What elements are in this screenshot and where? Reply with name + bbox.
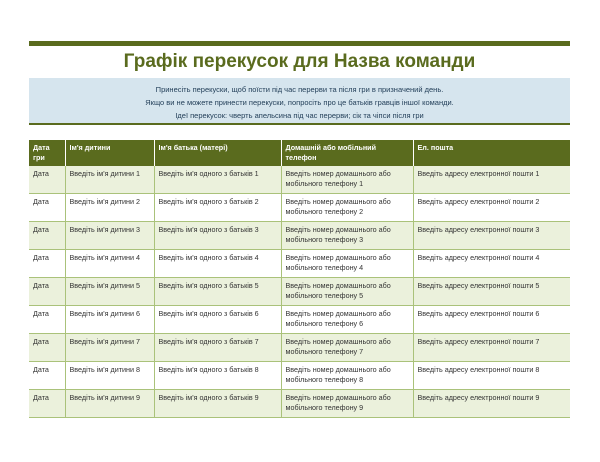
cell-email[interactable]: Введіть адресу електронної пошти 2	[413, 194, 570, 222]
table-row	[29, 334, 570, 362]
table-row	[29, 166, 570, 194]
cell-date[interactable]: Дата	[29, 362, 65, 390]
table-row	[29, 278, 570, 306]
cell-date[interactable]: Дата	[29, 222, 65, 250]
cell-phone[interactable]: Введіть номер домашнього або мобільного телефону 8	[281, 362, 413, 390]
cell-email[interactable]: Введіть адресу електронної пошти 9	[413, 390, 570, 418]
cell-child-name[interactable]: Введіть ім'я дитини 7	[65, 334, 154, 362]
cell-parent-name[interactable]: Введіть ім'я одного з батьків 7	[154, 334, 281, 362]
cell-parent-name[interactable]: Введіть ім'я одного з батьків 2	[154, 194, 281, 222]
table-row	[29, 306, 570, 334]
cell-email[interactable]: Введіть адресу електронної пошти 1	[413, 166, 570, 194]
table-row	[29, 362, 570, 390]
header-parent-name: Ім'я батька (матері)	[154, 140, 281, 166]
cell-phone[interactable]: Введіть номер домашнього або мобільного телефону 9	[281, 390, 413, 418]
cell-parent-name[interactable]: Введіть ім'я одного з батьків 3	[154, 222, 281, 250]
cell-child-name[interactable]: Введіть ім'я дитини 1	[65, 166, 154, 194]
cell-date[interactable]: Дата	[29, 306, 65, 334]
header-child-name: Ім'я дитини	[65, 140, 154, 166]
cell-child-name[interactable]: Введіть ім'я дитини 3	[65, 222, 154, 250]
cell-child-name[interactable]: Введіть ім'я дитини 8	[65, 362, 154, 390]
table-row	[29, 222, 570, 250]
cell-parent-name[interactable]: Введіть ім'я одного з батьків 6	[154, 306, 281, 334]
header-email: Ел. пошта	[413, 140, 570, 166]
cell-date[interactable]: Дата	[29, 194, 65, 222]
cell-email[interactable]: Введіть адресу електронної пошти 4	[413, 250, 570, 278]
cell-parent-name[interactable]: Введіть ім'я одного з батьків 9	[154, 390, 281, 418]
cell-parent-name[interactable]: Введіть ім'я одного з батьків 4	[154, 250, 281, 278]
cell-parent-name[interactable]: Введіть ім'я одного з батьків 1	[154, 166, 281, 194]
cell-child-name[interactable]: Введіть ім'я дитини 4	[65, 250, 154, 278]
snack-schedule-table	[29, 140, 570, 418]
cell-phone[interactable]: Введіть номер домашнього або мобільного телефону 1	[281, 166, 413, 194]
cell-phone[interactable]: Введіть номер домашнього або мобільного телефону 4	[281, 250, 413, 278]
page-title[interactable]: Графік перекусок для Назва команди	[123, 51, 476, 72]
cell-email[interactable]: Введіть адресу електронної пошти 6	[413, 306, 570, 334]
cell-email[interactable]: Введіть адресу електронної пошти 8	[413, 362, 570, 390]
cell-date[interactable]: Дата	[29, 278, 65, 306]
cell-date[interactable]: Дата	[29, 390, 65, 418]
cell-phone[interactable]: Введіть номер домашнього або мобільного телефону 5	[281, 278, 413, 306]
info-line-1[interactable]: Принесіть перекуски, щоб поїсти під час перерви та після гри в призначений день.	[155, 85, 444, 94]
cell-parent-name[interactable]: Введіть ім'я одного з батьків 8	[154, 362, 281, 390]
cell-email[interactable]: Введіть адресу електронної пошти 7	[413, 334, 570, 362]
cell-email[interactable]: Введіть адресу електронної пошти 3	[413, 222, 570, 250]
cell-phone[interactable]: Введіть номер домашнього або мобільного телефону 2	[281, 194, 413, 222]
header-phone: Домашній або мобільний телефон	[281, 140, 413, 166]
cell-child-name[interactable]: Введіть ім'я дитини 9	[65, 390, 154, 418]
table-row	[29, 390, 570, 418]
cell-date[interactable]: Дата	[29, 166, 65, 194]
cell-phone[interactable]: Введіть номер домашнього або мобільного телефону 7	[281, 334, 413, 362]
info-line-2[interactable]: Якщо ви не можете принести перекуски, попросіть про це батьків гравців іншої команди.	[145, 98, 454, 107]
info-box	[29, 78, 570, 125]
cell-parent-name[interactable]: Введіть ім'я одного з батьків 5	[154, 278, 281, 306]
cell-email[interactable]: Введіть адресу електронної пошти 5	[413, 278, 570, 306]
cell-phone[interactable]: Введіть номер домашнього або мобільного телефону 6	[281, 306, 413, 334]
cell-date[interactable]: Дата	[29, 250, 65, 278]
table-header-row	[29, 140, 570, 166]
cell-child-name[interactable]: Введіть ім'я дитини 2	[65, 194, 154, 222]
table-row	[29, 250, 570, 278]
title-rule	[29, 41, 570, 46]
table-row	[29, 194, 570, 222]
cell-child-name[interactable]: Введіть ім'я дитини 6	[65, 306, 154, 334]
info-line-3[interactable]: Ідеї перекусок: чверть апельсина під час перерви; сік та чіпси після гри	[175, 111, 424, 120]
cell-date[interactable]: Дата	[29, 334, 65, 362]
cell-child-name[interactable]: Введіть ім'я дитини 5	[65, 278, 154, 306]
header-game-date: Дата гри	[29, 140, 65, 166]
cell-phone[interactable]: Введіть номер домашнього або мобільного телефону 3	[281, 222, 413, 250]
